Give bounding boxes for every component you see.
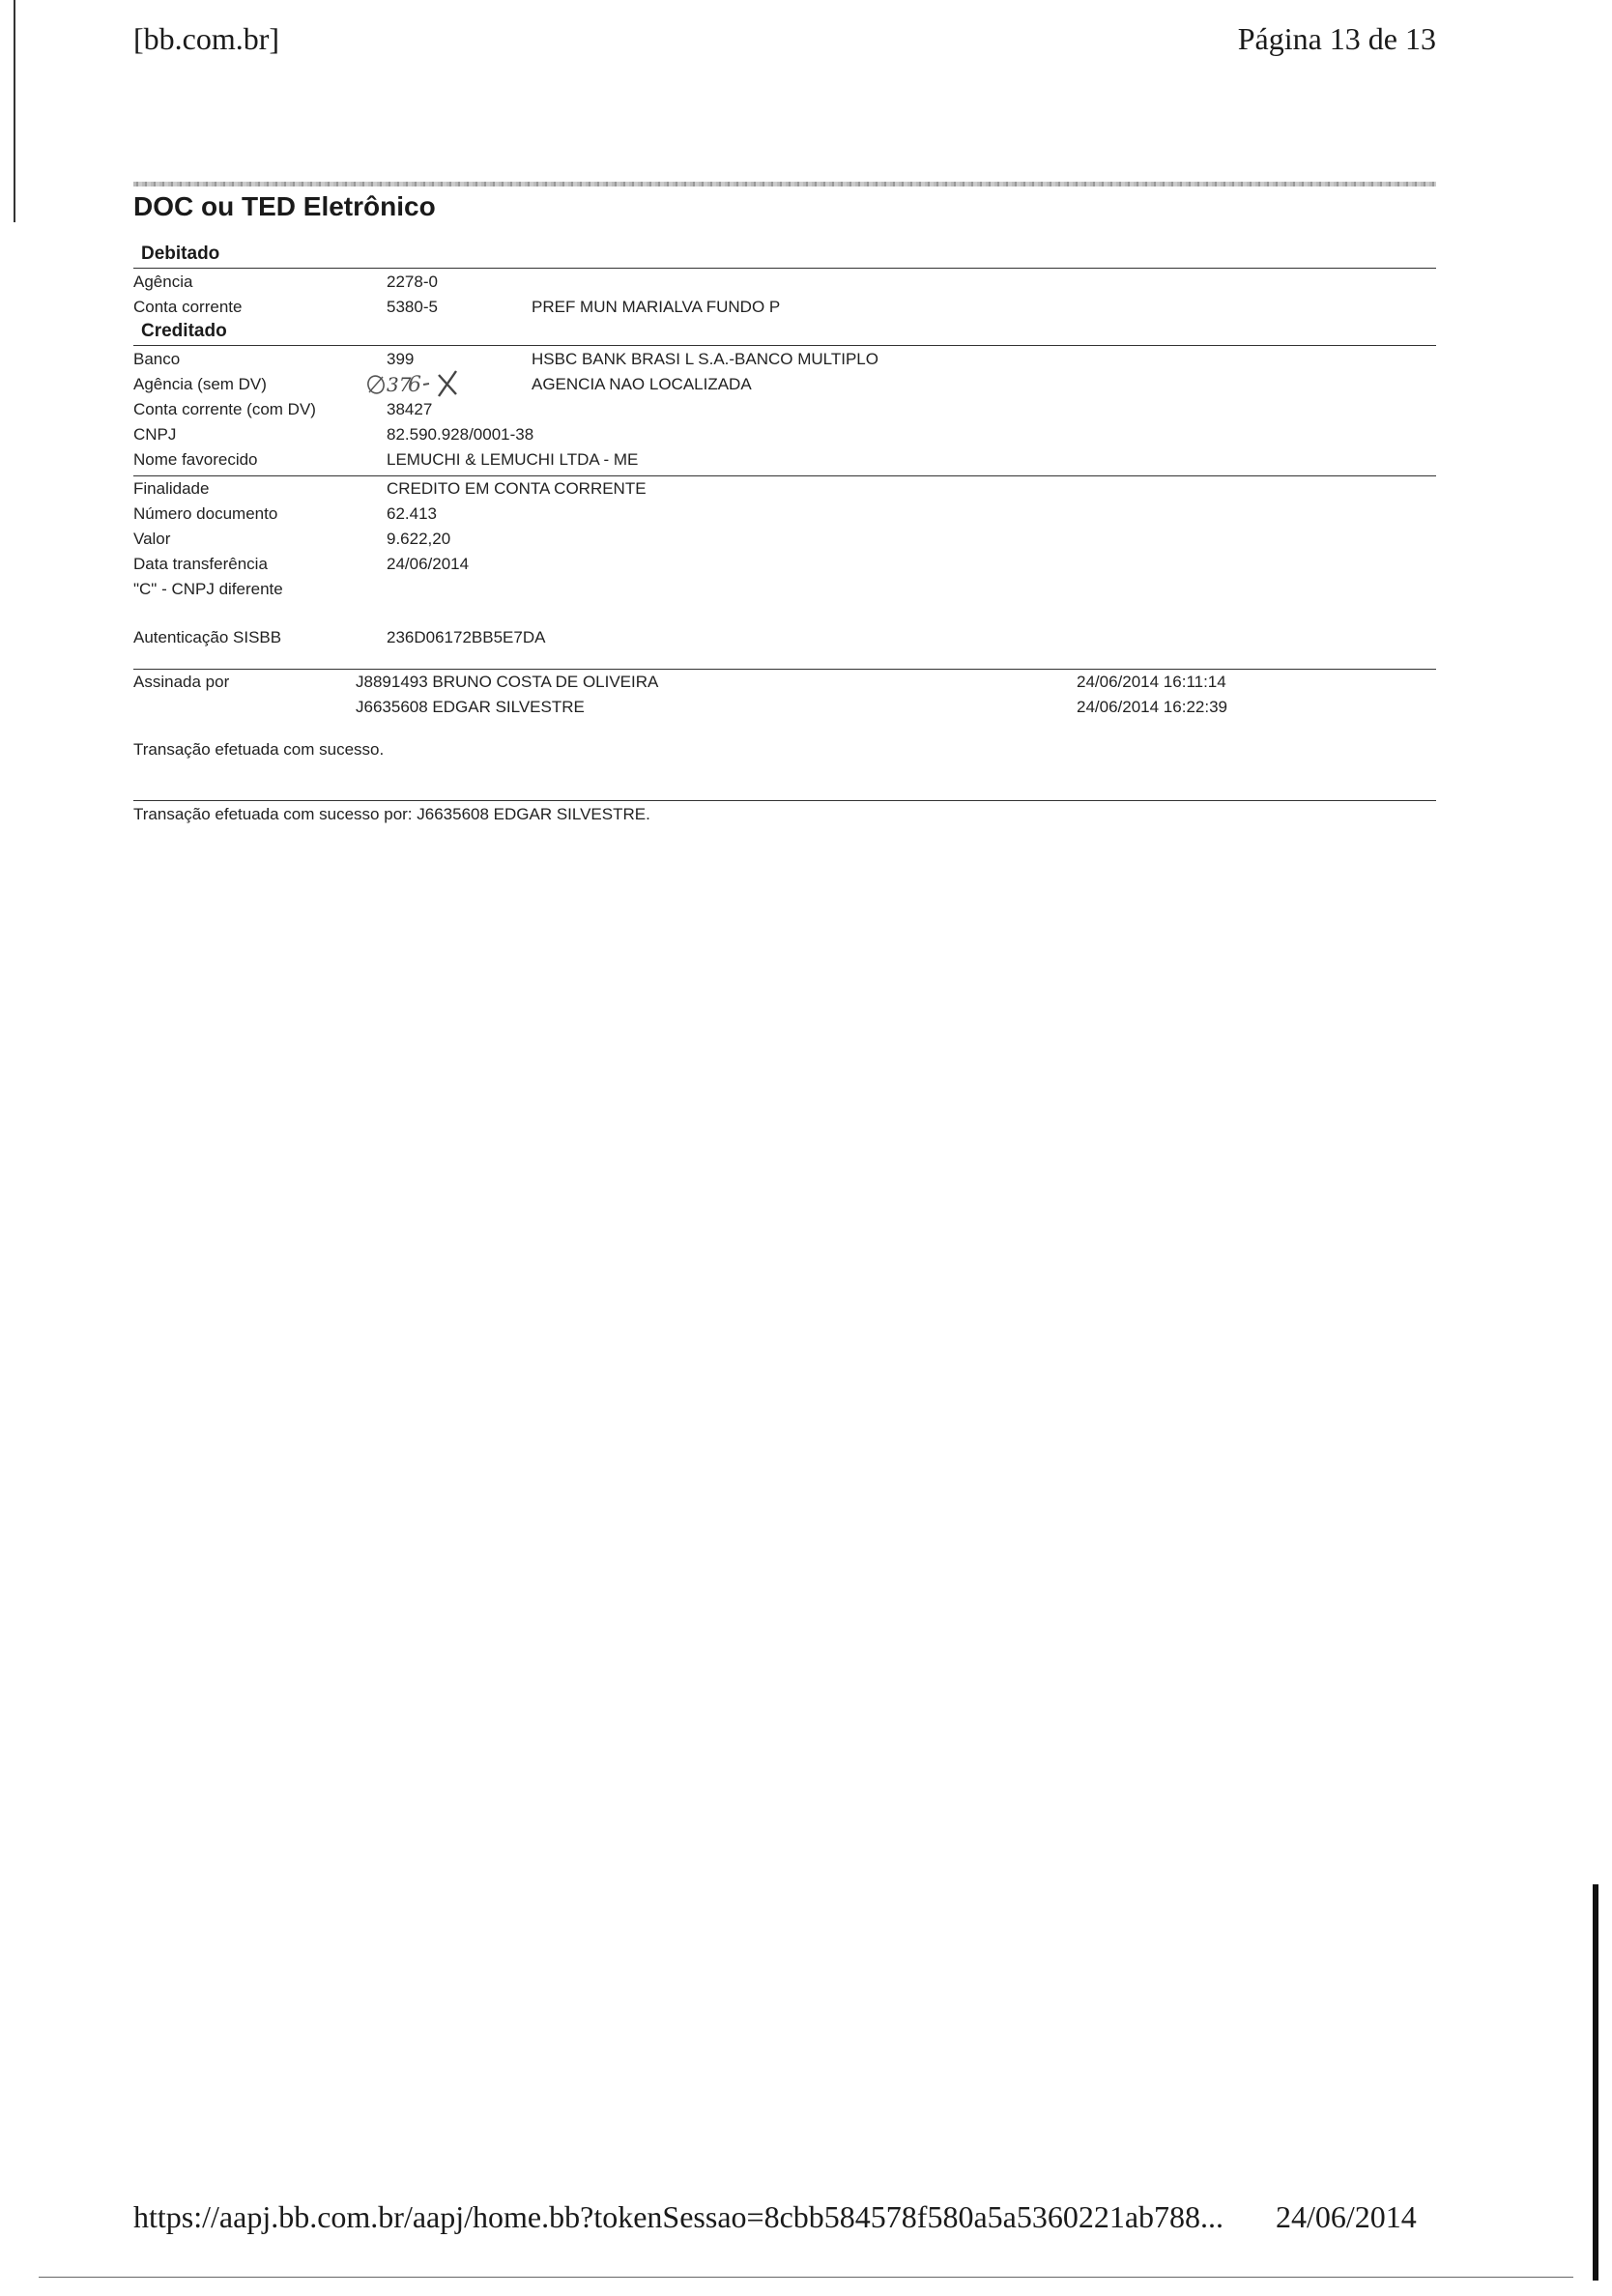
value-valor: 9.622,20 — [387, 530, 451, 548]
rule-status — [133, 800, 1436, 801]
label-autenticacao: Autenticação SISBB — [133, 628, 282, 646]
value-banco-name: HSBC BANK BRASI L S.A.-BANCO MULTIPLO — [532, 350, 878, 368]
value-agencia-debitado: 2278-0 — [387, 273, 438, 291]
value-banco: 399 — [387, 350, 415, 368]
value-conta-debitado: 5380-5 — [387, 298, 438, 316]
value-finalidade: CREDITO EM CONTA CORRENTE — [387, 479, 647, 498]
scan-edge-left — [14, 0, 15, 222]
status-message: Transação efetuada com sucesso. — [133, 740, 385, 759]
rule-debitado — [133, 268, 1436, 269]
svg-text:37: 37 — [387, 373, 412, 396]
rule-assinaturas — [133, 669, 1436, 670]
value-cnpj: 82.590.928/0001-38 — [387, 425, 534, 444]
label-data-transferencia: Data transferência — [133, 555, 268, 573]
document-title: DOC ou TED Eletrônico — [133, 191, 436, 221]
svg-text:6: 6 — [408, 373, 421, 397]
label-banco: Banco — [133, 350, 181, 368]
scan-bottom-line — [39, 2277, 1573, 2278]
label-conta-creditado: Conta corrente (com DV) — [133, 400, 316, 418]
label-agencia-creditado: Agência (sem DV) — [133, 375, 267, 393]
value-conta-creditado: 38427 — [387, 400, 433, 418]
value-documento: 62.413 — [387, 504, 437, 523]
signer-name: J6635608 EDGAR SILVESTRE — [356, 698, 585, 716]
label-finalidade: Finalidade — [133, 479, 210, 498]
label-agencia-debitado: Agência — [133, 273, 193, 291]
signer-name: J8891493 BRUNO COSTA DE OLIVEIRA — [356, 673, 659, 691]
value-data-transferencia: 24/06/2014 — [387, 555, 470, 573]
section-creditado: Creditado — [141, 321, 227, 341]
header-page-number: Página 13 de 13 — [1237, 21, 1436, 56]
rule-detalhes — [133, 475, 1436, 476]
status-by-message: Transação efetuada com sucesso por: J6635608 EDGAR SILVESTRE. — [133, 805, 650, 823]
header-site: [bb.com.br] — [133, 21, 280, 56]
label-assinada-por: Assinada por — [133, 673, 230, 691]
label-conta-debitado: Conta corrente — [133, 298, 243, 316]
note-cnpj-diferente: "C" - CNPJ diferente — [133, 580, 283, 598]
rule-creditado — [133, 345, 1436, 346]
label-valor: Valor — [133, 530, 171, 548]
handwritten-agencia-drawing — [365, 365, 491, 398]
label-cnpj: CNPJ — [133, 425, 177, 444]
value-favorecido: LEMUCHI & LEMUCHI LTDA - ME — [387, 450, 639, 469]
value-agencia-creditado-note: AGENCIA NAO LOCALIZADA — [532, 375, 752, 393]
top-rule — [133, 182, 1436, 187]
scan-edge-right — [1593, 1884, 1598, 2281]
signer-datetime: 24/06/2014 16:11:14 — [1077, 673, 1226, 691]
value-autenticacao: 236D06172BB5E7DA — [387, 628, 546, 646]
footer-url: https://aapj.bb.com.br/aapj/home.bb?tokenSessao=8cbb584578f580a5a5360221ab788... — [133, 2199, 1224, 2234]
label-documento: Número documento — [133, 504, 278, 523]
footer-date: 24/06/2014 — [1276, 2199, 1417, 2234]
handwritten-agencia — [365, 365, 491, 398]
value-conta-debitado-name: PREF MUN MARIALVA FUNDO P — [532, 298, 781, 316]
section-debitado: Debitado — [141, 244, 220, 264]
signer-datetime: 24/06/2014 16:22:39 — [1077, 698, 1227, 716]
label-favorecido: Nome favorecido — [133, 450, 258, 469]
